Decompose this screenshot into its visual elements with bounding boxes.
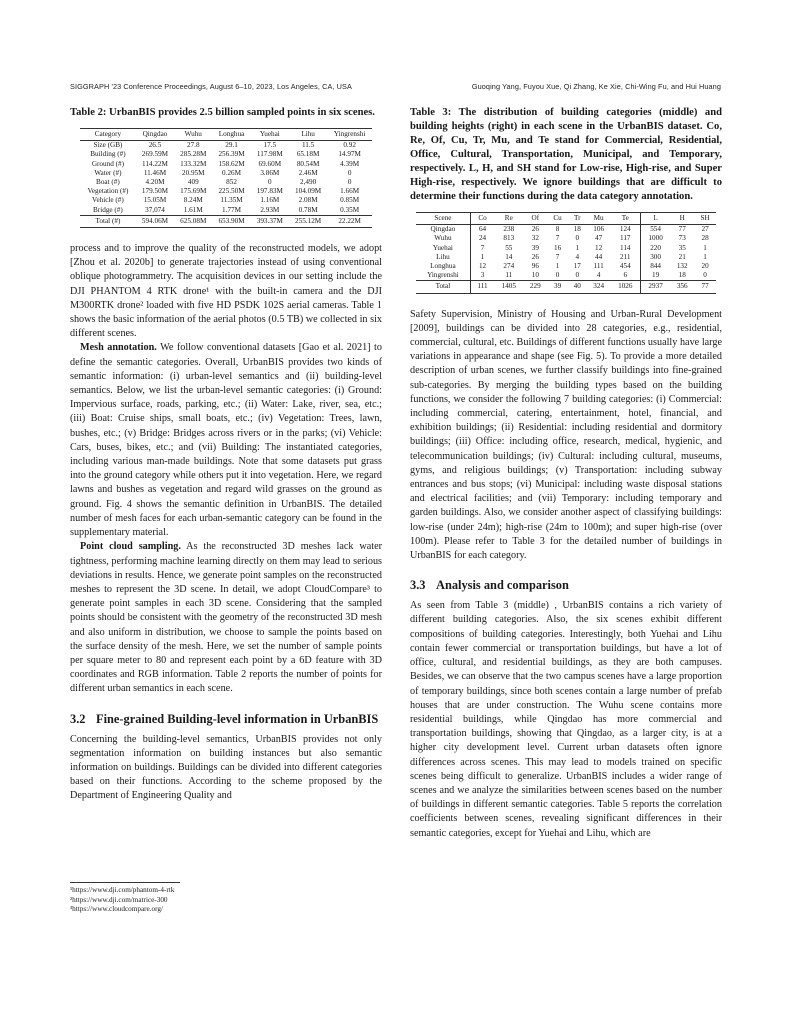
table3-cell: 77	[694, 281, 716, 293]
table3-header-cell: Co	[470, 213, 494, 225]
paragraph-body: As the reconstructed 3D meshes lack water tightness, performing machine learning directly on them may lead to serious deviations in results. Hence, we generate point samples on the reconstructed meshes to represent the 3D scene. In detail, we adopt CloudCompare³ to generate point samples in each 3D scene. Considering that the sampled points should be consistent with the geometry of the reconstructed 3D mesh and also uniform in distribution, we choose to sample the points based on the surface density of the mesh. Here, we set the number of sample points per square meter to 80 and represent each point by a 6D feature with 3D coordinates and RGB information. Table 2 reports the number of points for different urban semantics in each scene.	[70, 541, 383, 695]
left-column	[70, 106, 382, 804]
table2-header-cell: Yingrenshi	[327, 129, 372, 141]
table2-cell: 2.46M	[298, 168, 318, 177]
paragraph-building-categories: Safety Supervision, Ministry of Housing and Urban-Rural Development [2009], buildings can be divided into 28 categories, e.g., residential, commercial, cultural, etc. Buildings of different functions usually have large variations in appearance and shape (see Fig. 5). To provide a more detailed description of urban scenes, we further classify buildings into fine-grained sub-categories. By merging the building types based on the building functions, we consider the following 7 building categories: (i) Commercial: including commercial, catering, entertainment, hotel, financial, and exhibition buildings; (ii) Residential: including residential and dormitory buildings; (iii) Office: including office, research, medical, hygienic, and telecommunication buildings; (iv) Cultural: including cultural, museums, gyms, and religious buildings; (v) Transportation: including subway entrances and bus stops; (vi) Municipal: including waste disposal stations and electrical facilities; and (vii) Temporary: including temporary and garden buildings. Also, we consider another aspect of classifying buildings: low-rise (under 24m); high-rise (24m to 100m); and super high-rise (over 100m). Please refer to Table 3 for the detailed number of buildings in UrbanBIS for each category.	[410, 308, 722, 562]
table3-cell: 7	[555, 252, 560, 261]
table2-cell: 114.22M	[142, 159, 168, 168]
table3-cell: 454	[611, 262, 641, 271]
table2-cell: 1.16M	[260, 196, 280, 205]
table3-cell: 1	[480, 252, 485, 261]
table3-cell: 238	[503, 225, 515, 234]
table3-cell: 96	[531, 262, 539, 271]
table3-cell: 111	[470, 281, 494, 293]
table2-cell: 0.35M	[340, 205, 360, 214]
table2-row	[80, 187, 372, 196]
section-title: Fine-grained Building-level information in UrbanBIS	[96, 711, 379, 726]
table3-cell: 47	[595, 234, 603, 243]
table2-cell: 0.92	[343, 141, 356, 150]
table2-cell: 269.59M	[141, 150, 169, 159]
table2-cell: 15.05M	[143, 196, 167, 205]
table2-cell: Boat (#)	[96, 178, 120, 187]
section-title: Analysis and comparison	[436, 578, 569, 593]
paragraph-mesh-annotation	[70, 341, 382, 540]
table3-cell: 44	[595, 252, 603, 261]
table3-cell: 4	[596, 271, 601, 280]
table2-cell: Water (#)	[94, 168, 122, 177]
table2-cell: 0	[347, 178, 352, 187]
table3-cell: 28	[701, 234, 709, 243]
table2-cell: 26.5	[148, 141, 162, 150]
table2-cell: 625.08M	[174, 215, 212, 227]
table3-cell: Wuhu	[416, 234, 470, 243]
table3-header-cell: Tr	[568, 213, 587, 225]
table3-caption: Table 3: The distribution of building categories (middle) and building heights (right) in each scene in the UrbanBIS dataset. Co, Re, Of, Cu, Tr, Mu, and Te stand for Commercial, Residential, Office, Cultural, Transportation, Municipal, and Temporary, respectively. L, H, and SH stand for Low-rise, High-rise, and Super High-rise, respectively. We ignore buildings that are difficult to determine their functions during the data category annotation.	[410, 107, 722, 202]
table2-cell: 2.93M	[260, 205, 280, 214]
table2-cell: 37,074	[145, 205, 165, 214]
table3-cell: 124	[611, 225, 641, 235]
table2-cell: 0	[347, 168, 352, 177]
table2-cell: 179.50M	[141, 187, 169, 196]
table3-row	[416, 234, 716, 243]
footnote-rule	[70, 882, 180, 883]
table3-cell: 111	[593, 262, 604, 271]
table3-cell: 211	[611, 253, 641, 262]
table3-cell: 6	[611, 271, 641, 281]
table2-cell: 17.5	[263, 141, 277, 150]
table3-cell: 844	[650, 262, 661, 271]
table3-header-cell: Scene	[416, 213, 470, 225]
table3-cell: 229	[523, 281, 547, 293]
table2-header-cell: Wuhu	[174, 129, 212, 141]
table2-cell: 2.08M	[298, 196, 318, 205]
table2-row	[80, 160, 372, 169]
table3-cell: Qingdao	[416, 225, 470, 235]
footnote-3: ³https://www.cloudcompare.org/	[70, 905, 163, 914]
table2-cell: 20.95M	[181, 168, 205, 177]
table3-cell: 356	[670, 281, 694, 293]
table3-cell: 32	[531, 234, 539, 243]
table3-row	[416, 271, 716, 281]
table2-cell: 175.69M	[180, 187, 207, 196]
table2-cell: 80.54M	[296, 159, 320, 168]
table2-cell: 4.20M	[145, 178, 165, 187]
table2-cell: 29.1	[225, 141, 238, 150]
table3	[416, 212, 716, 294]
section-heading-3-3	[410, 577, 722, 593]
table2-cell: 11.5	[301, 141, 315, 150]
table2-cell: Building (#)	[90, 150, 126, 159]
table3-cell: 26	[531, 252, 539, 261]
table3-header-cell: Cu	[547, 213, 568, 225]
table3-cell: 0	[555, 271, 560, 280]
table2-row	[80, 178, 372, 187]
table3-cell: 7	[555, 234, 560, 243]
table3-cell: 17	[573, 262, 581, 271]
table3-cell: 1	[575, 243, 580, 252]
table3-row	[416, 244, 716, 253]
table3-cell: 274	[503, 262, 515, 271]
table2-row	[80, 150, 372, 159]
footnote-1: ¹https://www.dji.com/phantom-4-rtk	[70, 886, 175, 894]
table3-row	[416, 253, 716, 262]
table3-header-cell: L	[640, 213, 670, 225]
table3-cell: 4	[575, 252, 580, 261]
table2-total-row	[80, 215, 372, 227]
paragraph-building-semantics: Concerning the building-level semantics, UrbanBIS provides not only segmentation information on building instances but also semantic information on buildings. Buildings can be divided into different categories based on their functions. According to the scheme proposed by the Department of Engineering Quality and	[70, 733, 382, 802]
table3-cell: 19	[652, 271, 660, 280]
table2-cell: 594.06M	[136, 215, 174, 227]
table3-cell: 117	[611, 234, 641, 243]
table3-cell: 1000	[648, 234, 663, 243]
table2-cell: 409	[187, 178, 199, 187]
table3-cell: 813	[503, 234, 515, 243]
table3-cell: 3	[480, 271, 485, 280]
table2-cell: 69.60M	[258, 159, 282, 168]
section-number: 3.2	[70, 711, 86, 726]
table2-cell: 3.86M	[260, 168, 280, 177]
table2-cell: 393.37M	[251, 215, 289, 227]
paragraph-analysis: As seen from Table 3 (middle) , UrbanBIS contains a rich variety of different building categories. Also, the six scenes exhibit different compositions of building categories. Interestingly, both Yuehai and Lihu contain fewer commercial or transportation buildings, but have a lot of office, cultural, and residential buildings, as they are both campuses. Besides, we can observe that the two campus scenes have a large proportion of temporary buildings, since both scenes contain a large number of prefab houses that are under construction. The Wuhu scene contains more residential buildings, while Qingdao has more commercial and transportation buildings, showing that Qingdao, as a larger city, is at a higher city development level. Current urban datasets often ignore differences across scenes. This may lead to models trained on specific scenes being difficult to generalize. UrbanBIS includes a wider range of scenes and we analyze the similarities between scenes based on the number of buildings in different semantic categories. Table 5 reports the correlation coefficients between scenes, revealing significant differences in their semantic categories, except for Yuehai and Lihu, which are	[410, 600, 722, 839]
table3-cell: 77	[678, 225, 686, 234]
table3-cell: Total	[416, 281, 470, 293]
table3-cell: 554	[650, 225, 661, 234]
table3-cell: 18	[678, 271, 686, 280]
table2-cell: 0.26M	[222, 168, 242, 177]
table3-cell: 7	[480, 243, 485, 252]
table2-cell: 225.50M	[218, 187, 245, 196]
table2-cell: 285.28M	[180, 150, 207, 159]
table2-cell: Vegetation (#)	[87, 187, 129, 196]
table3-cell: 10	[531, 271, 539, 280]
table2-row	[80, 196, 372, 205]
table2-cell: Ground (#)	[91, 159, 124, 168]
table2-cell: 653.90M	[212, 215, 250, 227]
table3-cell: 1026	[611, 281, 641, 293]
table3-cell: 12	[595, 243, 603, 252]
table2-cell: 27.8	[186, 141, 200, 150]
table3-cell: Lihu	[416, 253, 470, 262]
table3-cell: 12	[478, 262, 487, 271]
table2-cell: 0.78M	[298, 205, 318, 214]
table2-cell: 8.24M	[183, 196, 203, 205]
table3-cell: 1	[703, 252, 707, 261]
table2-cell: 158.62M	[218, 159, 245, 168]
table2-cell: Vehicle (#)	[92, 196, 124, 205]
table3-cell: 1	[703, 243, 707, 252]
table3-cell: 55	[505, 243, 513, 252]
table2-header-cell: Lihu	[289, 129, 327, 141]
paragraph-point-cloud	[70, 540, 382, 696]
table2-cell: Total (#)	[80, 215, 136, 227]
table3-cell: 64	[478, 225, 487, 234]
table3-cell: 73	[678, 234, 686, 243]
section-heading-3-2	[70, 711, 382, 727]
table3-cell: Longhua	[416, 262, 470, 271]
paragraph-acquisition: process and to improve the quality of the reconstructed models, we adopt [Zhou et al. 2020b] to generate trajectories instead of using conventional oblique photogrammetry. The acquisition devices in our setting include the DJI PHANTOM 4 RTK drone¹ with the built-in camera and the DJI M300RTK drone² loaded with five HD PSDK 102S aerial cameras. Table 1 shows the basic information of the aerial photos (0.5 TB) we collected in six different scenes.	[70, 243, 382, 340]
table2-header-cell: Category	[80, 129, 136, 141]
table3-cell: 132	[676, 262, 688, 271]
table3-cell: 20	[701, 262, 709, 271]
table2-cell: 117.98M	[256, 150, 283, 159]
paragraph-heading: Mesh annotation.	[80, 342, 157, 354]
table2-cell: 11.46M	[143, 168, 167, 177]
table2-cell: 11.35M	[220, 196, 243, 205]
right-column	[410, 106, 722, 841]
table3-cell: 324	[587, 281, 611, 293]
table3-cell: 27	[701, 225, 709, 234]
footnotes	[70, 882, 382, 915]
table2-cell: 1.66M	[340, 187, 360, 196]
table2-cell: 1.61M	[183, 205, 203, 214]
table2-cell: 0	[268, 178, 272, 187]
table2-cell: 2,490	[300, 178, 317, 187]
table3-header-cell: SH	[694, 213, 716, 225]
paragraph-body: We follow conventional datasets [Gao et al. 2021] to define the semantic categories. Overall, UrbanBIS provides two kinds of semantic information: (i) urban-level semantics and (ii) building-level semantics. Below, we list the urban-level semantic categories: (i) Ground: Impervious surface, roads, parking, etc.; (ii) Water: Lake, river, sea, etc.; (iii) Boat: Cruise ships, small boats, etc.; (iv) Vegetation: Trees, lawn, bushes, etc.; (v) Bridge: Bridges across rivers or in the parks; (vi) Vehicle: Cars, buses, bikes, etc.; and (vii) Building: The instantiated categories, including various man-made buildings. Note that some datasets put grass into the ground category while others put it into vegetation. Here, we regard lawns and bushes as vegetation and regard wild grasses on the ground as ground. Fig. 4 shows the semantic definition in UrbanBIS. The detailed number of mesh faces for each urban-semantic category can be found in the supplementary material.	[70, 342, 382, 539]
table2-cell: 65.18M	[296, 150, 320, 159]
table2-header-cell: Longhua	[212, 129, 250, 141]
footnote-2: ²https://www.dji.com/matrice-300	[70, 895, 168, 904]
table3-cell: 114	[611, 244, 641, 253]
table2-row	[80, 169, 372, 178]
table2-cell: 1.77M	[222, 205, 242, 214]
table3-cell: 18	[573, 225, 581, 234]
table2-cell: Bridge (#)	[93, 205, 123, 214]
table3-cell: 35	[678, 243, 686, 252]
table3-cell: Yuehai	[416, 244, 470, 253]
table3-cell: 14	[505, 252, 513, 261]
table3-cell: 21	[678, 252, 686, 261]
table2-cell: 14.97M	[338, 150, 361, 159]
table2-cell: 256.39M	[218, 150, 245, 159]
table3-cell: 26	[531, 225, 539, 234]
table3-cell: 220	[650, 243, 661, 252]
table3-cell: Yingrenshi	[416, 271, 470, 281]
table2	[80, 128, 372, 228]
section-number: 3.3	[410, 578, 426, 593]
table2-cell: 197.83M	[256, 187, 283, 196]
table3-cell: 39	[547, 281, 568, 293]
table2-caption: Table 2: UrbanBIS provides 2.5 billion sampled points in six scenes.	[70, 107, 375, 118]
table3-body	[416, 225, 716, 293]
table3-cell: 300	[650, 252, 661, 261]
table3-cell: 106	[593, 225, 605, 234]
table2-cell: 133.32M	[180, 159, 207, 168]
paragraph-heading: Point cloud sampling.	[80, 541, 181, 553]
table3-row	[416, 262, 716, 271]
running-header-right: Guoqing Yang, Fuyou Xue, Qi Zhang, Ke Xie, Chi-Wing Fu, and Hui Huang	[471, 82, 721, 91]
table3-cell: 1	[555, 262, 560, 271]
table2-header-cell: Qingdao	[136, 129, 174, 141]
table2-cell: Size (GB)	[93, 141, 123, 150]
table2-cell: 0.85M	[340, 196, 360, 205]
table2-cell: 255.12M	[289, 215, 327, 227]
table3-cell: 0	[575, 271, 580, 280]
table2-header-cell: Yuehai	[251, 129, 289, 141]
table3-row	[416, 225, 716, 235]
table3-cell: 40	[568, 281, 587, 293]
table3-cell: 2937	[640, 281, 670, 293]
table2-row	[80, 206, 372, 216]
table2-row	[80, 141, 372, 151]
table3-cell: 39	[531, 243, 539, 252]
table3-cell: 8	[555, 225, 560, 234]
table3-header-cell: Mu	[587, 213, 611, 225]
table3-header-cell: Of	[523, 213, 547, 225]
table2-cell: 4.39M	[340, 159, 360, 168]
table3-cell: 16	[553, 243, 562, 252]
table2-cell: 104.09M	[295, 187, 322, 196]
table3-cell: 0	[575, 234, 580, 243]
table3-cell: 1405	[494, 281, 523, 293]
table3-total-row	[416, 281, 716, 293]
table3-cell: 0	[703, 271, 707, 280]
table3-cell: 24	[478, 234, 487, 243]
table3-cell: 11	[505, 271, 513, 280]
running-header-left: SIGGRAPH '23 Conference Proceedings, August 6–10, 2023, Los Angeles, CA, USA	[70, 82, 352, 91]
table2-cell: 22.22M	[327, 215, 372, 227]
table3-header-cell: Re	[494, 213, 523, 225]
table2-cell: 852	[226, 178, 237, 187]
table2-body	[80, 141, 372, 228]
table3-header-cell: H	[670, 213, 694, 225]
table3-header-cell: Te	[611, 213, 641, 225]
